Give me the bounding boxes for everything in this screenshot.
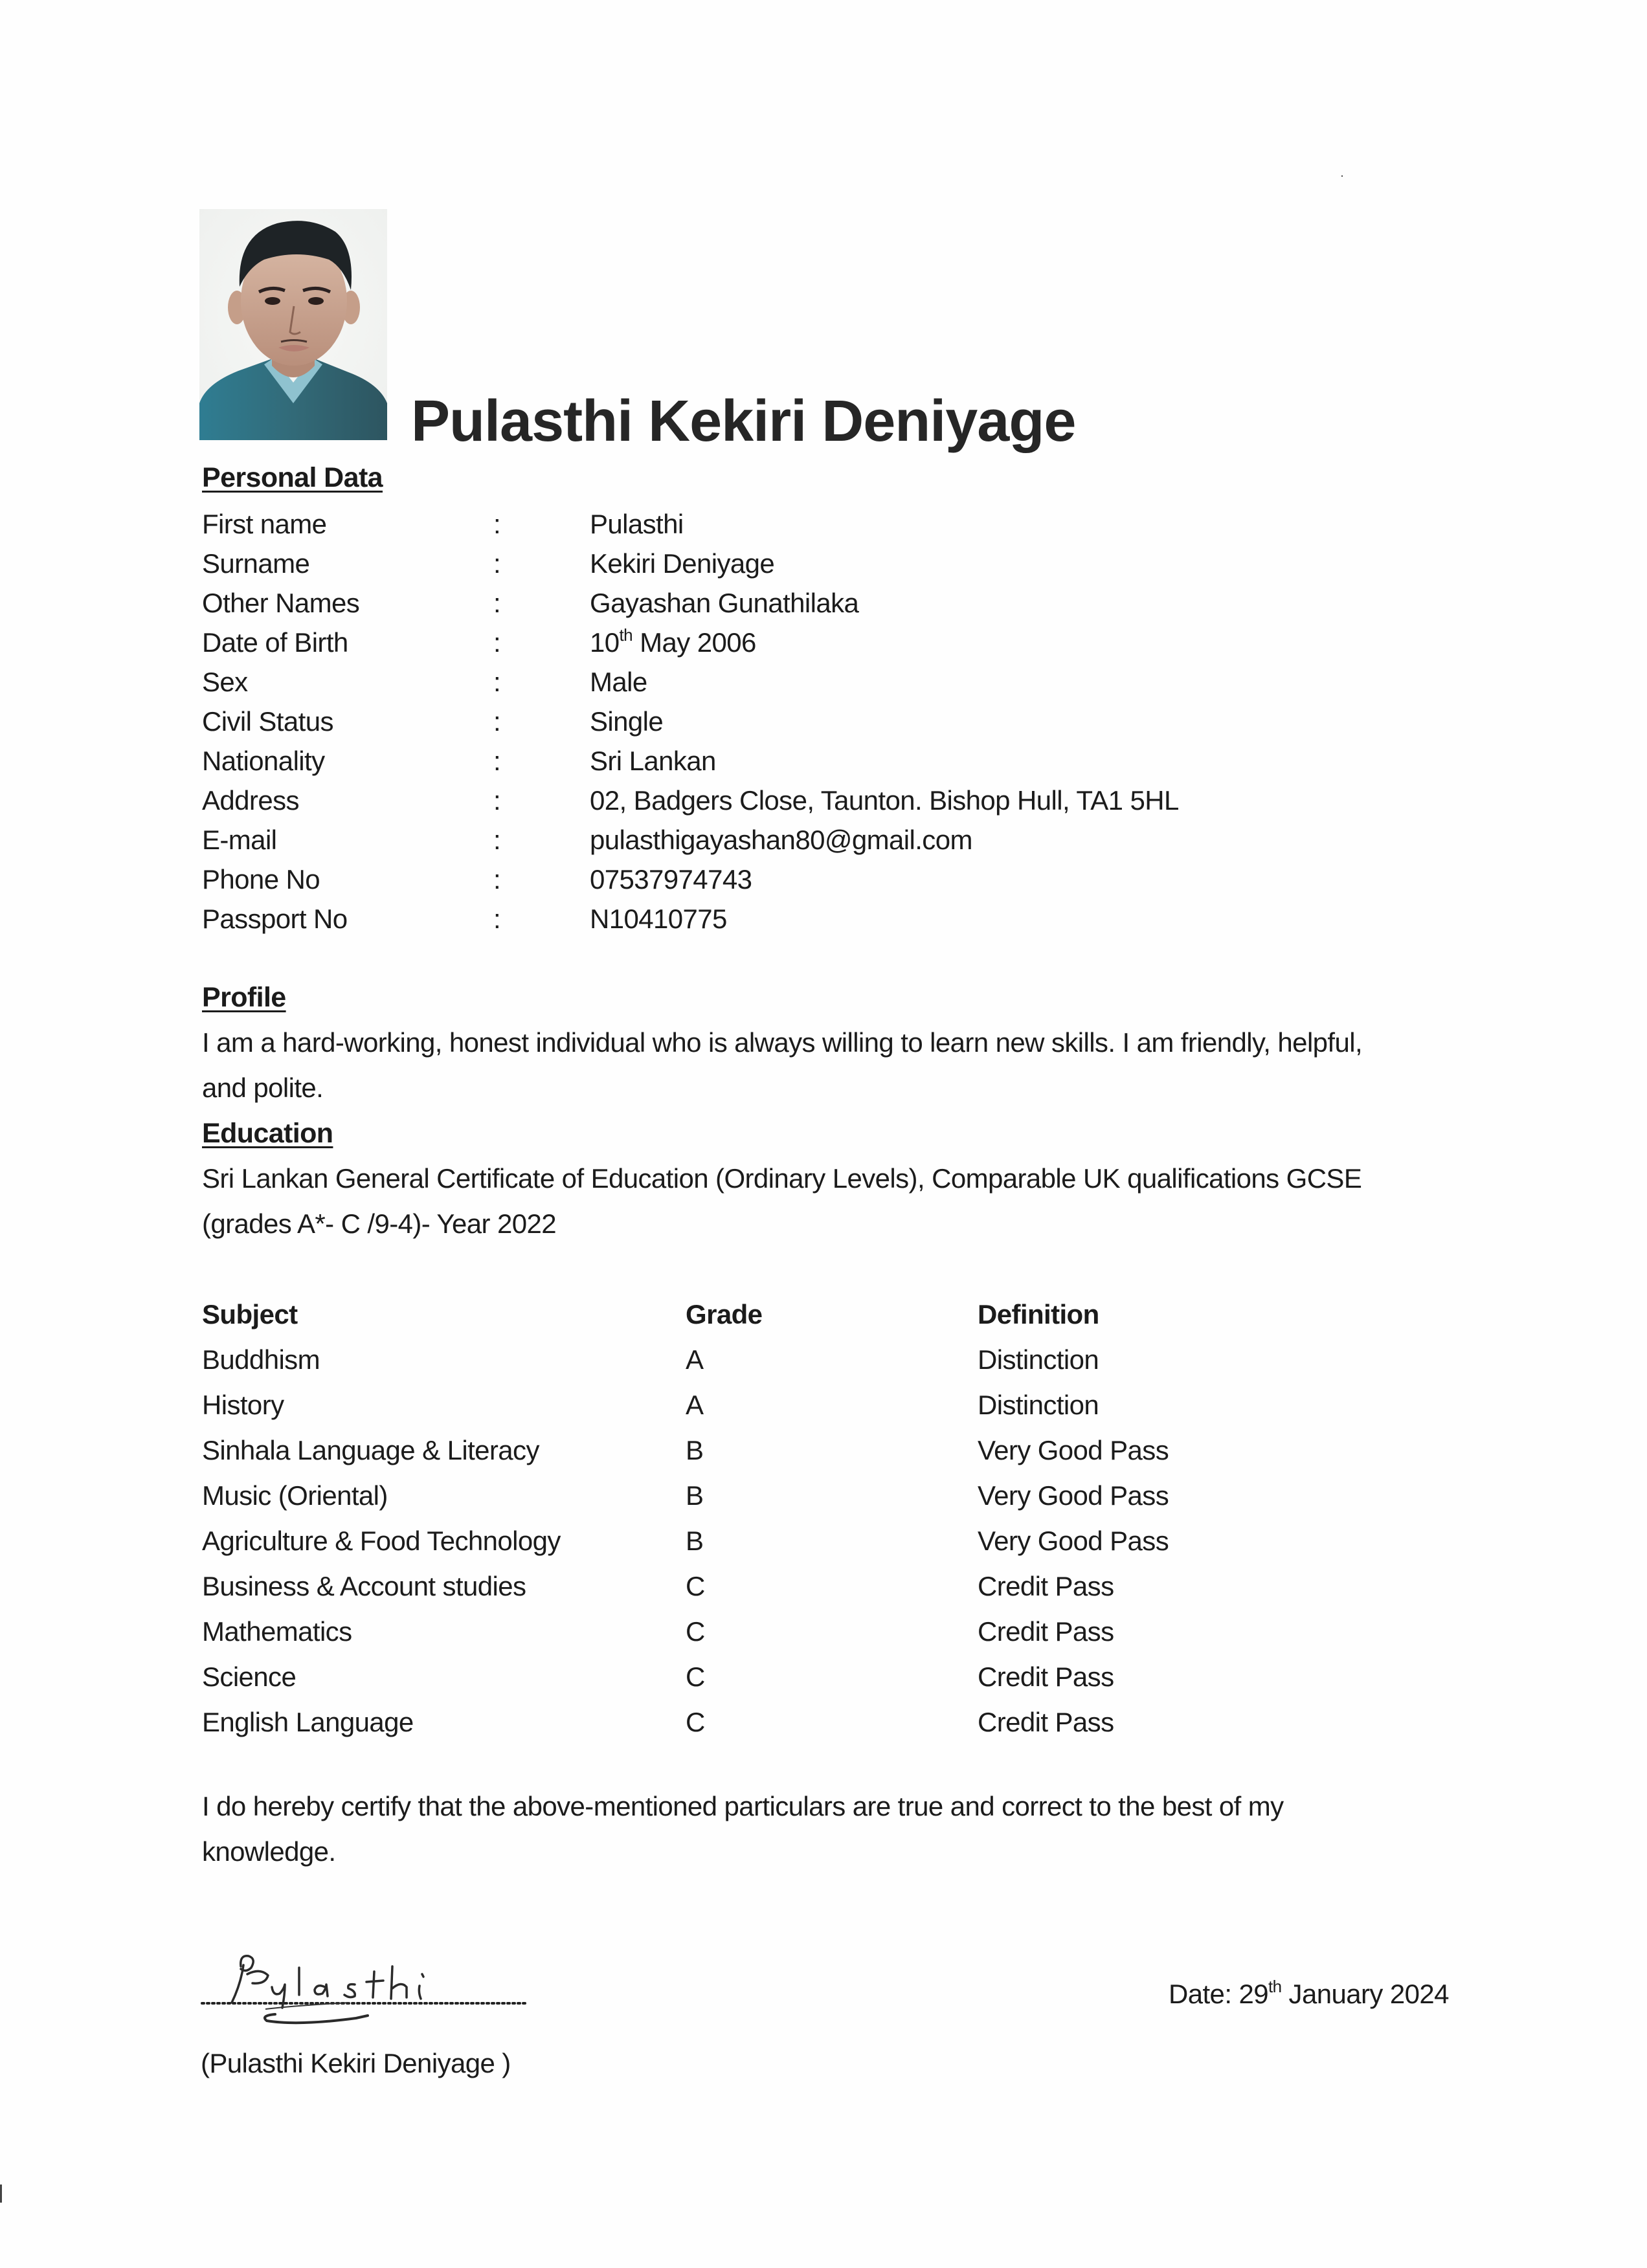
field-separator: :	[493, 627, 501, 658]
field-value-surname: Kekiri Deniyage	[590, 548, 775, 579]
subject-cell: English Language	[202, 1707, 414, 1737]
date-ordinal-suffix: th	[1268, 1977, 1282, 1996]
dob-day: 10	[590, 627, 620, 658]
field-value-email: pulasthigayashan80@gmail.com	[590, 825, 972, 855]
subject-cell: Science	[202, 1662, 297, 1692]
field-value-other-names: Gayashan Gunathilaka	[590, 588, 859, 618]
definition-cell: Very Good Pass	[978, 1480, 1169, 1511]
education-text-line: Sri Lankan General Certificate of Education (Ordinary Levels), Comparable UK qualifications GCSE	[202, 1163, 1362, 1194]
signature-date	[1169, 1977, 1449, 2009]
field-separator: :	[493, 864, 501, 895]
grade-cell: B	[686, 1526, 704, 1556]
declaration-line: I do hereby certify that the above-mentioned particulars are true and correct to the best of my	[202, 1791, 1284, 1821]
subject-cell: Agriculture & Food Technology	[202, 1526, 561, 1556]
section-heading-profile: Profile	[202, 982, 286, 1013]
education-text-line: (grades A*- C /9-4)- Year 2022	[202, 1208, 556, 1239]
subject-cell: Music (Oriental)	[202, 1480, 388, 1511]
grade-cell: C	[686, 1616, 705, 1647]
field-value-civil-status: Single	[590, 706, 664, 737]
date-month-year: January 2024	[1281, 1979, 1449, 2009]
subject-cell: Buddhism	[202, 1344, 320, 1375]
grade-cell: B	[686, 1480, 704, 1511]
field-separator: :	[493, 904, 501, 934]
scan-mark	[0, 2185, 2, 2203]
field-label: First name	[202, 509, 327, 539]
field-separator: :	[493, 548, 501, 579]
definition-cell: Distinction	[978, 1390, 1099, 1420]
field-label: Nationality	[202, 746, 325, 776]
declaration-line: knowledge.	[202, 1836, 336, 1867]
field-label: Phone No	[202, 864, 320, 895]
definition-cell: Distinction	[978, 1344, 1099, 1375]
field-label: Date of Birth	[202, 627, 348, 658]
grade-cell: C	[686, 1707, 705, 1737]
profile-text-line: I am a hard-working, honest individual who is always willing to learn new skills. I am friendly, helpful,	[202, 1027, 1363, 1058]
grade-cell: C	[686, 1571, 705, 1601]
grade-cell: B	[686, 1435, 704, 1465]
signature-block	[201, 1948, 531, 2032]
definition-cell: Credit Pass	[978, 1571, 1114, 1601]
field-label: Civil Status	[202, 706, 333, 737]
scan-speck	[1341, 175, 1343, 177]
grade-cell: A	[686, 1344, 704, 1375]
printed-name: (Pulasthi Kekiri Deniyage )	[201, 2048, 511, 2078]
field-label: Sex	[202, 667, 248, 697]
handwritten-signature	[201, 1948, 531, 2032]
definition-cell: Very Good Pass	[978, 1526, 1169, 1556]
field-separator: :	[493, 667, 501, 697]
portrait-image	[199, 209, 387, 440]
subject-cell: History	[202, 1390, 284, 1420]
field-value-address: 02, Badgers Close, Taunton. Bishop Hull, TA1 5HL	[590, 785, 1179, 816]
profile-photo	[199, 209, 387, 440]
column-header-subject: Subject	[202, 1299, 298, 1329]
field-label: Address	[202, 785, 299, 816]
subject-cell: Sinhala Language & Literacy	[202, 1435, 539, 1465]
section-heading-education: Education	[202, 1118, 333, 1149]
field-value-first-name: Pulasthi	[590, 509, 684, 539]
grade-cell: C	[686, 1662, 705, 1692]
definition-cell: Credit Pass	[978, 1662, 1114, 1692]
date-prefix: Date: 29	[1169, 1979, 1268, 2009]
grade-cell: A	[686, 1390, 704, 1420]
field-value-passport: N10410775	[590, 904, 727, 934]
field-separator: :	[493, 825, 501, 855]
field-separator: :	[493, 706, 501, 737]
field-label: Passport No	[202, 904, 348, 934]
subject-cell: Business & Account studies	[202, 1571, 526, 1601]
column-header-definition: Definition	[978, 1299, 1099, 1329]
page-title: Pulasthi Kekiri Deniyage	[411, 389, 1076, 454]
field-separator: :	[493, 746, 501, 776]
field-separator: :	[493, 785, 501, 816]
dob-ordinal-suffix: th	[619, 625, 633, 645]
definition-cell: Credit Pass	[978, 1616, 1114, 1647]
field-value-phone: 07537974743	[590, 864, 752, 895]
definition-cell: Very Good Pass	[978, 1435, 1169, 1465]
subject-cell: Mathematics	[202, 1616, 352, 1647]
field-separator: :	[493, 588, 501, 618]
definition-cell: Credit Pass	[978, 1707, 1114, 1737]
field-label: Surname	[202, 548, 310, 579]
field-value-date-of-birth	[590, 625, 756, 658]
field-separator: :	[493, 509, 501, 539]
field-value-nationality: Sri Lankan	[590, 746, 716, 776]
profile-text-line: and polite.	[202, 1073, 324, 1103]
field-label: E-mail	[202, 825, 277, 855]
section-heading-personal-data: Personal Data	[202, 462, 383, 493]
field-value-sex: Male	[590, 667, 647, 697]
column-header-grade: Grade	[686, 1299, 763, 1329]
dob-month-year: May 2006	[633, 627, 756, 658]
field-label: Other Names	[202, 588, 360, 618]
